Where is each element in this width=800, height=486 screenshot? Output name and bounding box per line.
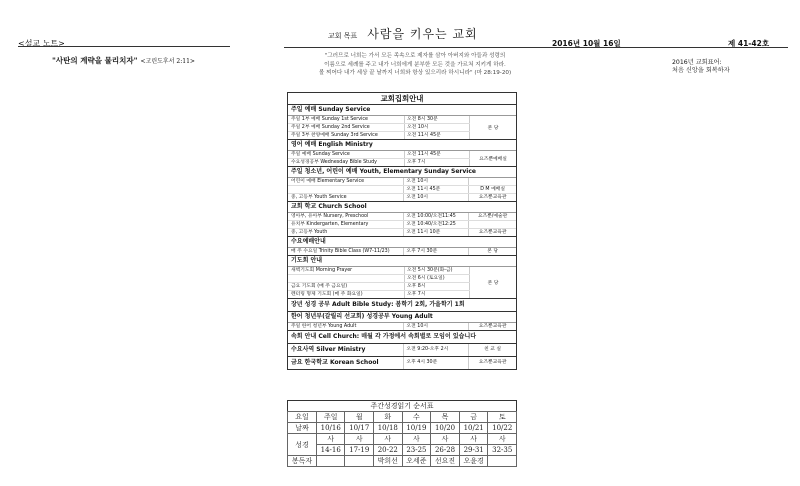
reading-cell: 10/19: [402, 423, 431, 434]
service-time: 오전 10:40/오전12:25: [404, 221, 469, 228]
section-young-adult: [288, 312, 516, 331]
sermon-title: "사탄의 계략을 물리치자": [52, 56, 138, 65]
sermon-title-line: [52, 55, 195, 66]
service-time: 오후 7시 30분: [404, 248, 469, 255]
service-row: [288, 221, 516, 229]
bulletin-date: 2016년 10월 16일: [552, 39, 621, 48]
row-label: 요일: [288, 412, 317, 423]
service-schedule-title: 교회집회안내: [288, 93, 516, 105]
service-name: 주일 1부 예배 Sunday 1st Service: [288, 116, 405, 123]
church-motto: 사람을 키우는 교회: [367, 27, 478, 41]
service-time: 오후 7시: [405, 159, 470, 166]
service-place: [469, 221, 516, 228]
service-time: 오전 10시: [405, 124, 470, 131]
service-time: 오전 11시 45분: [405, 132, 470, 139]
service-time: 오전 5시 30분(화-금): [405, 267, 470, 274]
bible-reading-title: 주간성경읽기 순서표: [287, 400, 517, 412]
reading-cell: 10/22: [488, 423, 517, 434]
sermon-notes-heading: <설교 노트>: [18, 39, 65, 48]
service-row: [288, 186, 516, 194]
reading-cell: 월: [345, 412, 373, 423]
service-name: 새벽기도회 Morning Prayer: [288, 267, 405, 274]
service-time: 오후 8시: [405, 283, 470, 290]
church-goal-label: 교회 목표: [328, 32, 358, 40]
service-place: 요즈뿐교육관: [478, 360, 507, 365]
theme-text: 처음 신앙을 회복하자: [672, 67, 730, 74]
reading-cell: 10/21: [459, 423, 488, 434]
reading-cell: 23-25: [402, 445, 431, 456]
service-place: 요즈뿐/예술관: [477, 214, 508, 219]
service-row: [288, 267, 470, 275]
reading-cell: 사: [459, 434, 488, 445]
service-name: 주일 한어 청년부 Young Adult: [288, 323, 404, 330]
section-title: 속회 안내 Cell Church: 매월 각 가정에서 속회별로 모임이 있습니다: [291, 333, 477, 340]
reading-cell: 사: [345, 434, 373, 445]
section-korean-school: [288, 357, 516, 369]
section-english-ministry: [288, 140, 516, 167]
reading-cell: 금: [459, 412, 488, 423]
section-church-school: [288, 202, 516, 237]
service-row: [288, 124, 470, 132]
issue-number: 제 41-42호: [728, 39, 770, 48]
service-name: 중, 고등부 Youth: [288, 229, 404, 236]
service-place: 본 당: [487, 126, 499, 131]
sermon-rule: [18, 46, 230, 47]
service-place: 친 교 실: [484, 347, 502, 352]
section-title: 장년 성경 공부 Adult Bible Study: 봄학기 2회, 가을학기 1회: [291, 301, 465, 308]
verse-line: 볼 찌어다 내가 세상 끝 날까지 너희와 항상 있으리라 하시니라" (마 28:19-20): [318, 70, 512, 76]
service-name: [288, 275, 405, 282]
reading-cell: 사: [431, 434, 460, 445]
reading-cell: 10/18: [373, 423, 402, 434]
section-title: 기도회 안내: [288, 256, 516, 267]
service-row: [288, 275, 470, 283]
verse-line: 이름으로 세례를 주고 내가 너희에게 분부한 모든 것을 가르쳐 지키게 하라.: [324, 61, 506, 68]
service-place: D M 예배실: [480, 187, 505, 192]
section-sunday-service: [288, 105, 516, 140]
reading-cell: 사: [373, 434, 402, 445]
service-place: 요즈뿐교육관: [478, 195, 507, 200]
service-row: [288, 323, 516, 330]
service-time: 오후 4시 30분: [404, 357, 469, 369]
service-time: 오전 6시 (토요일): [405, 275, 470, 282]
service-row: [288, 344, 516, 356]
service-name: 어린이 예배 Elementary Service: [288, 178, 404, 185]
reading-cell: 오세준: [402, 456, 431, 467]
service-time: 오전 10시: [404, 323, 469, 330]
section-youth-elementary: [288, 167, 516, 202]
reading-cell: 주일: [317, 412, 345, 423]
service-row: [288, 132, 470, 139]
section-title: 주일 예배 Sunday Service: [288, 105, 516, 116]
section-title: 한어 청년부(갈릴리 선교회) 성경공부 Young Adult: [288, 312, 516, 323]
reading-cell: 박희선: [373, 456, 402, 467]
reading-cell: 26-28: [431, 445, 460, 456]
service-name: 주일 3부 찬양예배 Sunday 3rd Service: [288, 132, 405, 139]
service-time: 오전 10:00/오전11:45: [404, 213, 469, 220]
reading-cell: 사: [402, 434, 431, 445]
section-title: 금요 한국학교 Korean School: [288, 357, 404, 369]
service-row: [288, 291, 470, 298]
reading-cell: 10/20: [431, 423, 460, 434]
reading-cell: 29-31: [459, 445, 488, 456]
reading-cell: 32-35: [488, 445, 517, 456]
service-name: 주일 2부 예배 Sunday 2nd Service: [288, 124, 405, 131]
service-time: 오전 11시 45분: [405, 151, 470, 158]
row-label: 봉독자: [288, 456, 317, 467]
reading-cell: 10/17: [345, 423, 373, 434]
bible-reading-table: [287, 411, 517, 467]
section-cell-church: [288, 331, 516, 344]
church-goal-line: [328, 25, 478, 42]
service-row: [288, 159, 470, 166]
reading-cell: 사: [488, 434, 517, 445]
reading-row-weekday: [288, 412, 517, 423]
section-title: 교회 학교 Church School: [288, 202, 516, 213]
service-time: 오전 10시: [404, 178, 469, 185]
service-place: 요즈뿐예배실: [479, 157, 507, 162]
reading-cell: 17-19: [345, 445, 373, 456]
reading-cell: 10/16: [317, 423, 345, 434]
verse-line: "그러므로 너희는 가서 모든 족속으로 제자를 삼아 아버지와 아들과 성령의: [324, 53, 506, 59]
service-name: 영아부, 유아부 Nursery, Preschool: [288, 213, 404, 220]
sermon-reference: <고린도후서 2:11>: [140, 58, 195, 65]
service-place: 요즈뿐교육관: [478, 324, 507, 329]
reading-cell: 선요진: [431, 456, 460, 467]
service-row: [288, 178, 516, 186]
service-name: 유치부 Kindergarten, Elementary: [288, 221, 404, 228]
reading-cell: 14-16: [317, 445, 345, 456]
scripture-verse: [290, 52, 540, 78]
service-row: [288, 151, 470, 159]
section-adult-bible-study: [288, 299, 516, 312]
service-name: 렌터링 형제 기도회 (매 주 화요일): [288, 291, 405, 298]
reading-cell: 화: [373, 412, 402, 423]
reading-cell: 목: [431, 412, 460, 423]
theme-label: 2016년 교회표어:: [672, 59, 722, 66]
service-row: [288, 248, 516, 255]
service-row: [288, 116, 470, 124]
church-theme: [672, 59, 730, 75]
reading-cell: 오윤경: [459, 456, 488, 467]
section-wednesday-service: [288, 237, 516, 256]
reading-cell: 20-22: [373, 445, 402, 456]
reading-row-date: [288, 423, 517, 434]
section-title: 수요예배안내: [288, 237, 516, 248]
service-time: 오전 10시: [404, 194, 469, 201]
service-time: 오후 7시: [405, 291, 470, 298]
header-rule: [284, 47, 788, 48]
service-row: [288, 213, 516, 221]
service-name: 중, 고등부 Youth Service: [288, 194, 404, 201]
service-name: [288, 186, 404, 193]
service-row: [288, 194, 516, 201]
section-title: 주일 청소년, 어린이 예배 Youth, Elementary Sunday Service: [288, 167, 516, 178]
row-label: 날짜: [288, 423, 317, 434]
service-place: 요즈뿐교육관: [478, 230, 507, 235]
reading-cell: 사: [317, 434, 345, 445]
service-schedule-table: [287, 92, 517, 370]
service-place: 본 당: [487, 281, 499, 286]
reading-cell: 토: [488, 412, 517, 423]
service-name: 주일 예배 Sunday Service: [288, 151, 405, 158]
row-label: 성경: [288, 434, 317, 456]
service-place: 본 당: [487, 249, 498, 254]
section-prayer-meeting: [288, 256, 516, 299]
service-row: [288, 229, 516, 236]
service-time: 오전 8시 30분: [405, 116, 470, 123]
section-silver-ministry: [288, 344, 516, 357]
service-name: 수요성경공부 Wednesday Bible Study: [288, 159, 405, 166]
service-time: 오전 11시 10분: [404, 229, 469, 236]
reading-row-chapters: [288, 445, 517, 456]
section-title: 수요사역 Silver Ministry: [288, 344, 404, 356]
service-name: 금요 기도회 (매 주 금요일): [288, 283, 405, 290]
reading-cell: [317, 456, 345, 467]
service-place: [469, 178, 516, 185]
service-row: [288, 357, 516, 369]
section-title: 영어 예배 English Ministry: [288, 140, 516, 151]
reading-row-reader: [288, 456, 517, 467]
service-name: 매 주 수요일 Trinity Bible Class (W7-11/23): [288, 248, 404, 255]
reading-row-book: [288, 434, 517, 445]
service-time: 오전 11시 45분: [404, 186, 469, 193]
reading-cell: 수: [402, 412, 431, 423]
reading-cell: [345, 456, 373, 467]
reading-cell: [488, 456, 517, 467]
service-time: 오전 9:20-오후 2시: [404, 344, 469, 356]
service-row: [288, 283, 470, 291]
